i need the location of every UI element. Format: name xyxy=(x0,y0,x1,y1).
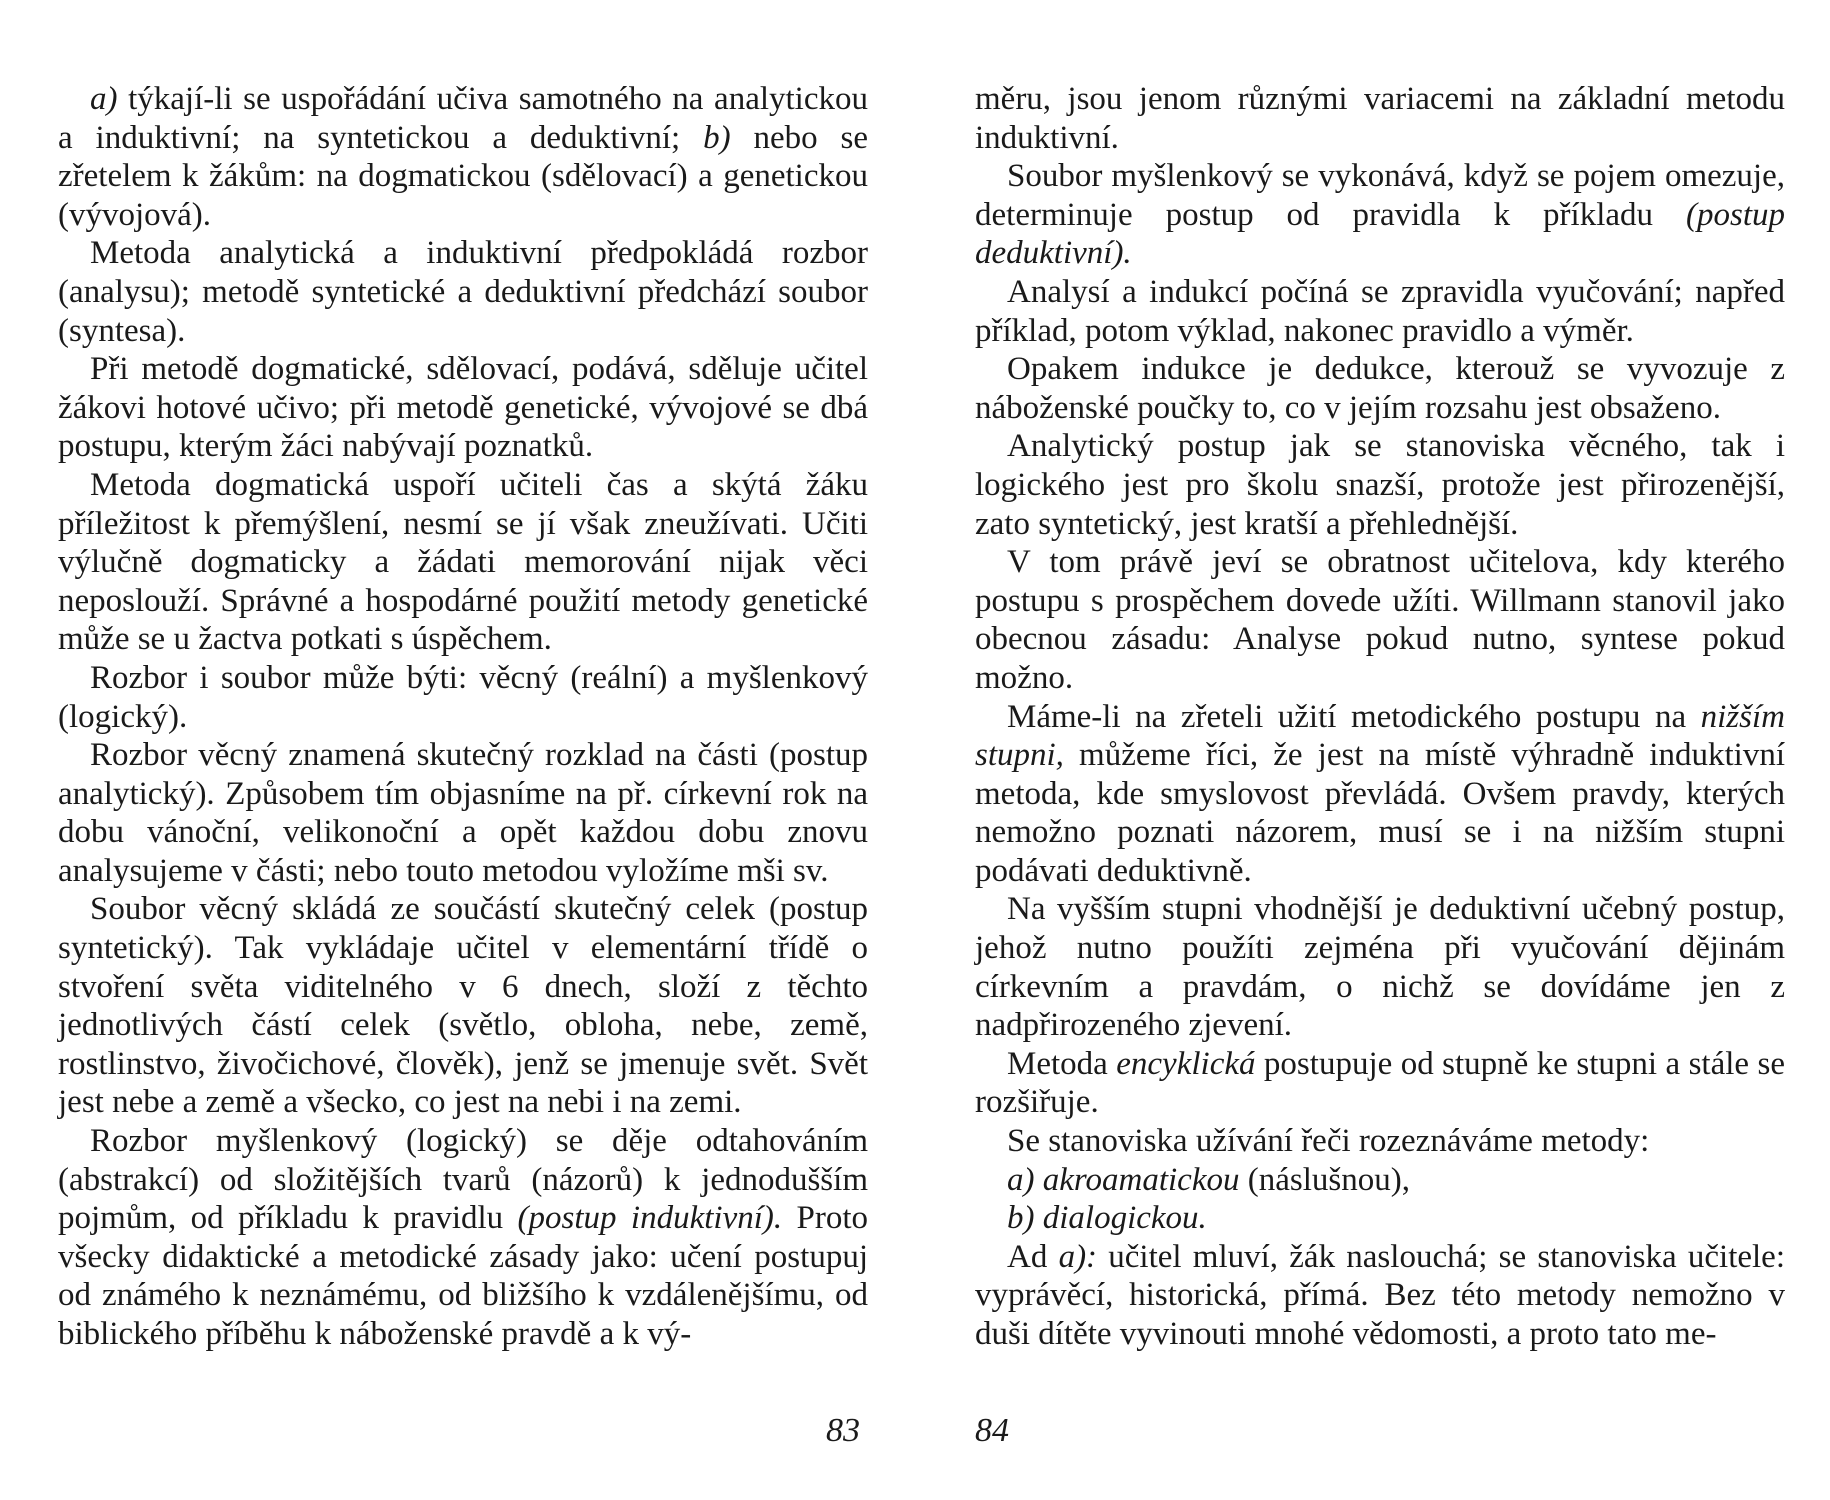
text-run: Proto všecky didaktické a metodické zásady jako: učení postupuj od známého k neznámému, od bližšího k vzdálenějšímu, od biblického příběhu k náboženské pravdě a k vý- xyxy=(58,1200,869,1352)
italic-run: encyklická xyxy=(1116,1045,1256,1082)
paragraph xyxy=(975,698,1785,891)
page-number: 84 xyxy=(975,1412,1009,1449)
paragraph xyxy=(58,1122,868,1354)
paragraph: Metoda analytická a induktivní předpokládá rozbor (analysu); metodě syntetické a deduktivní předchází soubor (syntesa). xyxy=(58,235,868,349)
italic-run: nižším stupni, xyxy=(975,698,1785,774)
text-run: týkají-li se uspořádání učiva samotného na analytickou a induktivní; na syntetickou a deduktivní; xyxy=(58,81,868,156)
paragraph xyxy=(975,1045,1785,1122)
item-label: a) akroamatickou xyxy=(1007,1161,1240,1198)
text-run: Rozbor myšlenkový (logický) se děje odtahováním (abstrakcí) od složitějších tvarů (názorů) k jednodušším pojmům, od příkladu k pravidlu xyxy=(58,1123,868,1237)
item-label: b) xyxy=(703,119,731,156)
item-label: b) dialogickou. xyxy=(1007,1200,1207,1237)
paragraph: V tom právě jeví se obratnost učitelova, kdy kterého postupu s prospěchem dovede užíti. Willmann stanovil jako obecnou zásadu: Analyse pokud nutno, syntese pokud možno. xyxy=(975,544,1785,696)
text-run: učitel mluví, žák naslouchá; se stanoviska učitele: vyprávěcí, historická, přímá. Bez této metody nemožno v duši dítěte vyvinouti mnohé vědomosti, a proto tato me- xyxy=(975,1238,1785,1352)
paragraph: měru, jsou jenom různými variacemi na základní metodu induktivní. xyxy=(975,81,1785,156)
paragraph: Se stanoviska užívání řeči rozeznáváme metody: xyxy=(1007,1123,1650,1160)
paragraph: Na vyšším stupni vhodnější je deduktivní učebný postup, jehož nutno použíti zejména při vyučování dějinám církevním a pravdám, o nichž se dovídáme jen z nadpřirozeného zjevení. xyxy=(975,891,1785,1044)
list-item xyxy=(975,1161,1785,1200)
text-run: postupuje od stupně ke stupni a stále se rozšiřuje. xyxy=(975,1045,1786,1121)
left-page xyxy=(58,80,868,1354)
text-run: Metoda xyxy=(1007,1045,1117,1082)
text-run: nebo se zřetelem k žákům: na dogmatickou (sdělovací) a genetickou (vývojová). xyxy=(58,119,868,233)
page-number: 83 xyxy=(826,1412,860,1449)
paragraph: Rozbor věcný znamená skutečný rozklad na části (postup analytický). Způsobem tím objasníme na př. církevní rok na dobu vánoční, velikonoční a opět každou dobu znovu analysujeme v části; nebo touto metodou vyložíme mši sv. xyxy=(58,737,868,889)
text-run: Soubor myšlenkový se vykonává, když se pojem omezuje, determinuje postup od pravidla k příkladu xyxy=(975,158,1785,233)
paragraph: Rozbor i soubor může býti: věcný (reální) a myšlenkový (logický). xyxy=(58,659,868,735)
text-run: můžeme říci, že jest na místě výhradně induktivní metoda, kde smyslovost převládá. Ovšem pravdy, kterých nemožno poznati názorem, musí se i na nižším stupni podávati deduktivně. xyxy=(975,737,1785,889)
paragraph: Při metodě dogmatické, sdělovací, podává, sděluje učitel žákovi hotové učivo; při metodě genetické, vývojové se dbá postupu, kterým žáci nabývají poznatků. xyxy=(58,351,868,465)
text-run: Máme-li na zřeteli užití metodického postupu na xyxy=(1007,698,1701,735)
paragraph: Metoda dogmatická uspoří učiteli čas a skýtá žáku příležitost k přemýšlení, nesmí se jí však zneužívati. Učiti výlučně dogmaticky a žádati memorování nijak věci neposlouží. Správné a hospodárné použití metody genetické může se u žactva potkati s úspěchem. xyxy=(58,466,868,658)
italic-run: a): xyxy=(1058,1238,1098,1275)
paragraph xyxy=(975,157,1785,273)
paragraph xyxy=(58,80,868,234)
paragraph: Analytický postup jak se stanoviska věcného, tak i logického jest pro školu snazší, protože jest přirozenější, zato syntetický, jest kratší a přehlednější. xyxy=(975,428,1785,542)
paragraph: Analysí a indukcí počíná se zpravidla vyučování; napřed příklad, potom výklad, nakonec pravidlo a výměr. xyxy=(975,273,1785,349)
italic-run: (postup induktivní). xyxy=(517,1200,783,1237)
italic-run: (postup deduktivní). xyxy=(975,196,1785,272)
paragraph: Opakem indukce je dedukce, kterouž se vyvozuje z náboženské poučky to, co v jejím rozsahu jest obsaženo. xyxy=(975,351,1785,426)
text-run: (náslušnou), xyxy=(1239,1161,1410,1198)
paragraph xyxy=(975,1238,1785,1354)
right-page xyxy=(975,80,1785,1354)
item-label: a) xyxy=(90,81,118,117)
list-item xyxy=(975,1199,1785,1238)
text-run: Ad xyxy=(1007,1238,1059,1275)
paragraph: Soubor věcný skládá ze součástí skutečný celek (postup syntetický). Tak vykládaje učitel v elementární třídě o stvoření světa viditelného v 6 dnech, složí z těchto jednotlivých částí celek (světlo, obloha, nebe, země, rostlinstvo, živočichové, člověk), jenž se jmenuje svět. Svět jest nebe a země a všecko, co jest na nebi i na zemi. xyxy=(58,891,868,1121)
